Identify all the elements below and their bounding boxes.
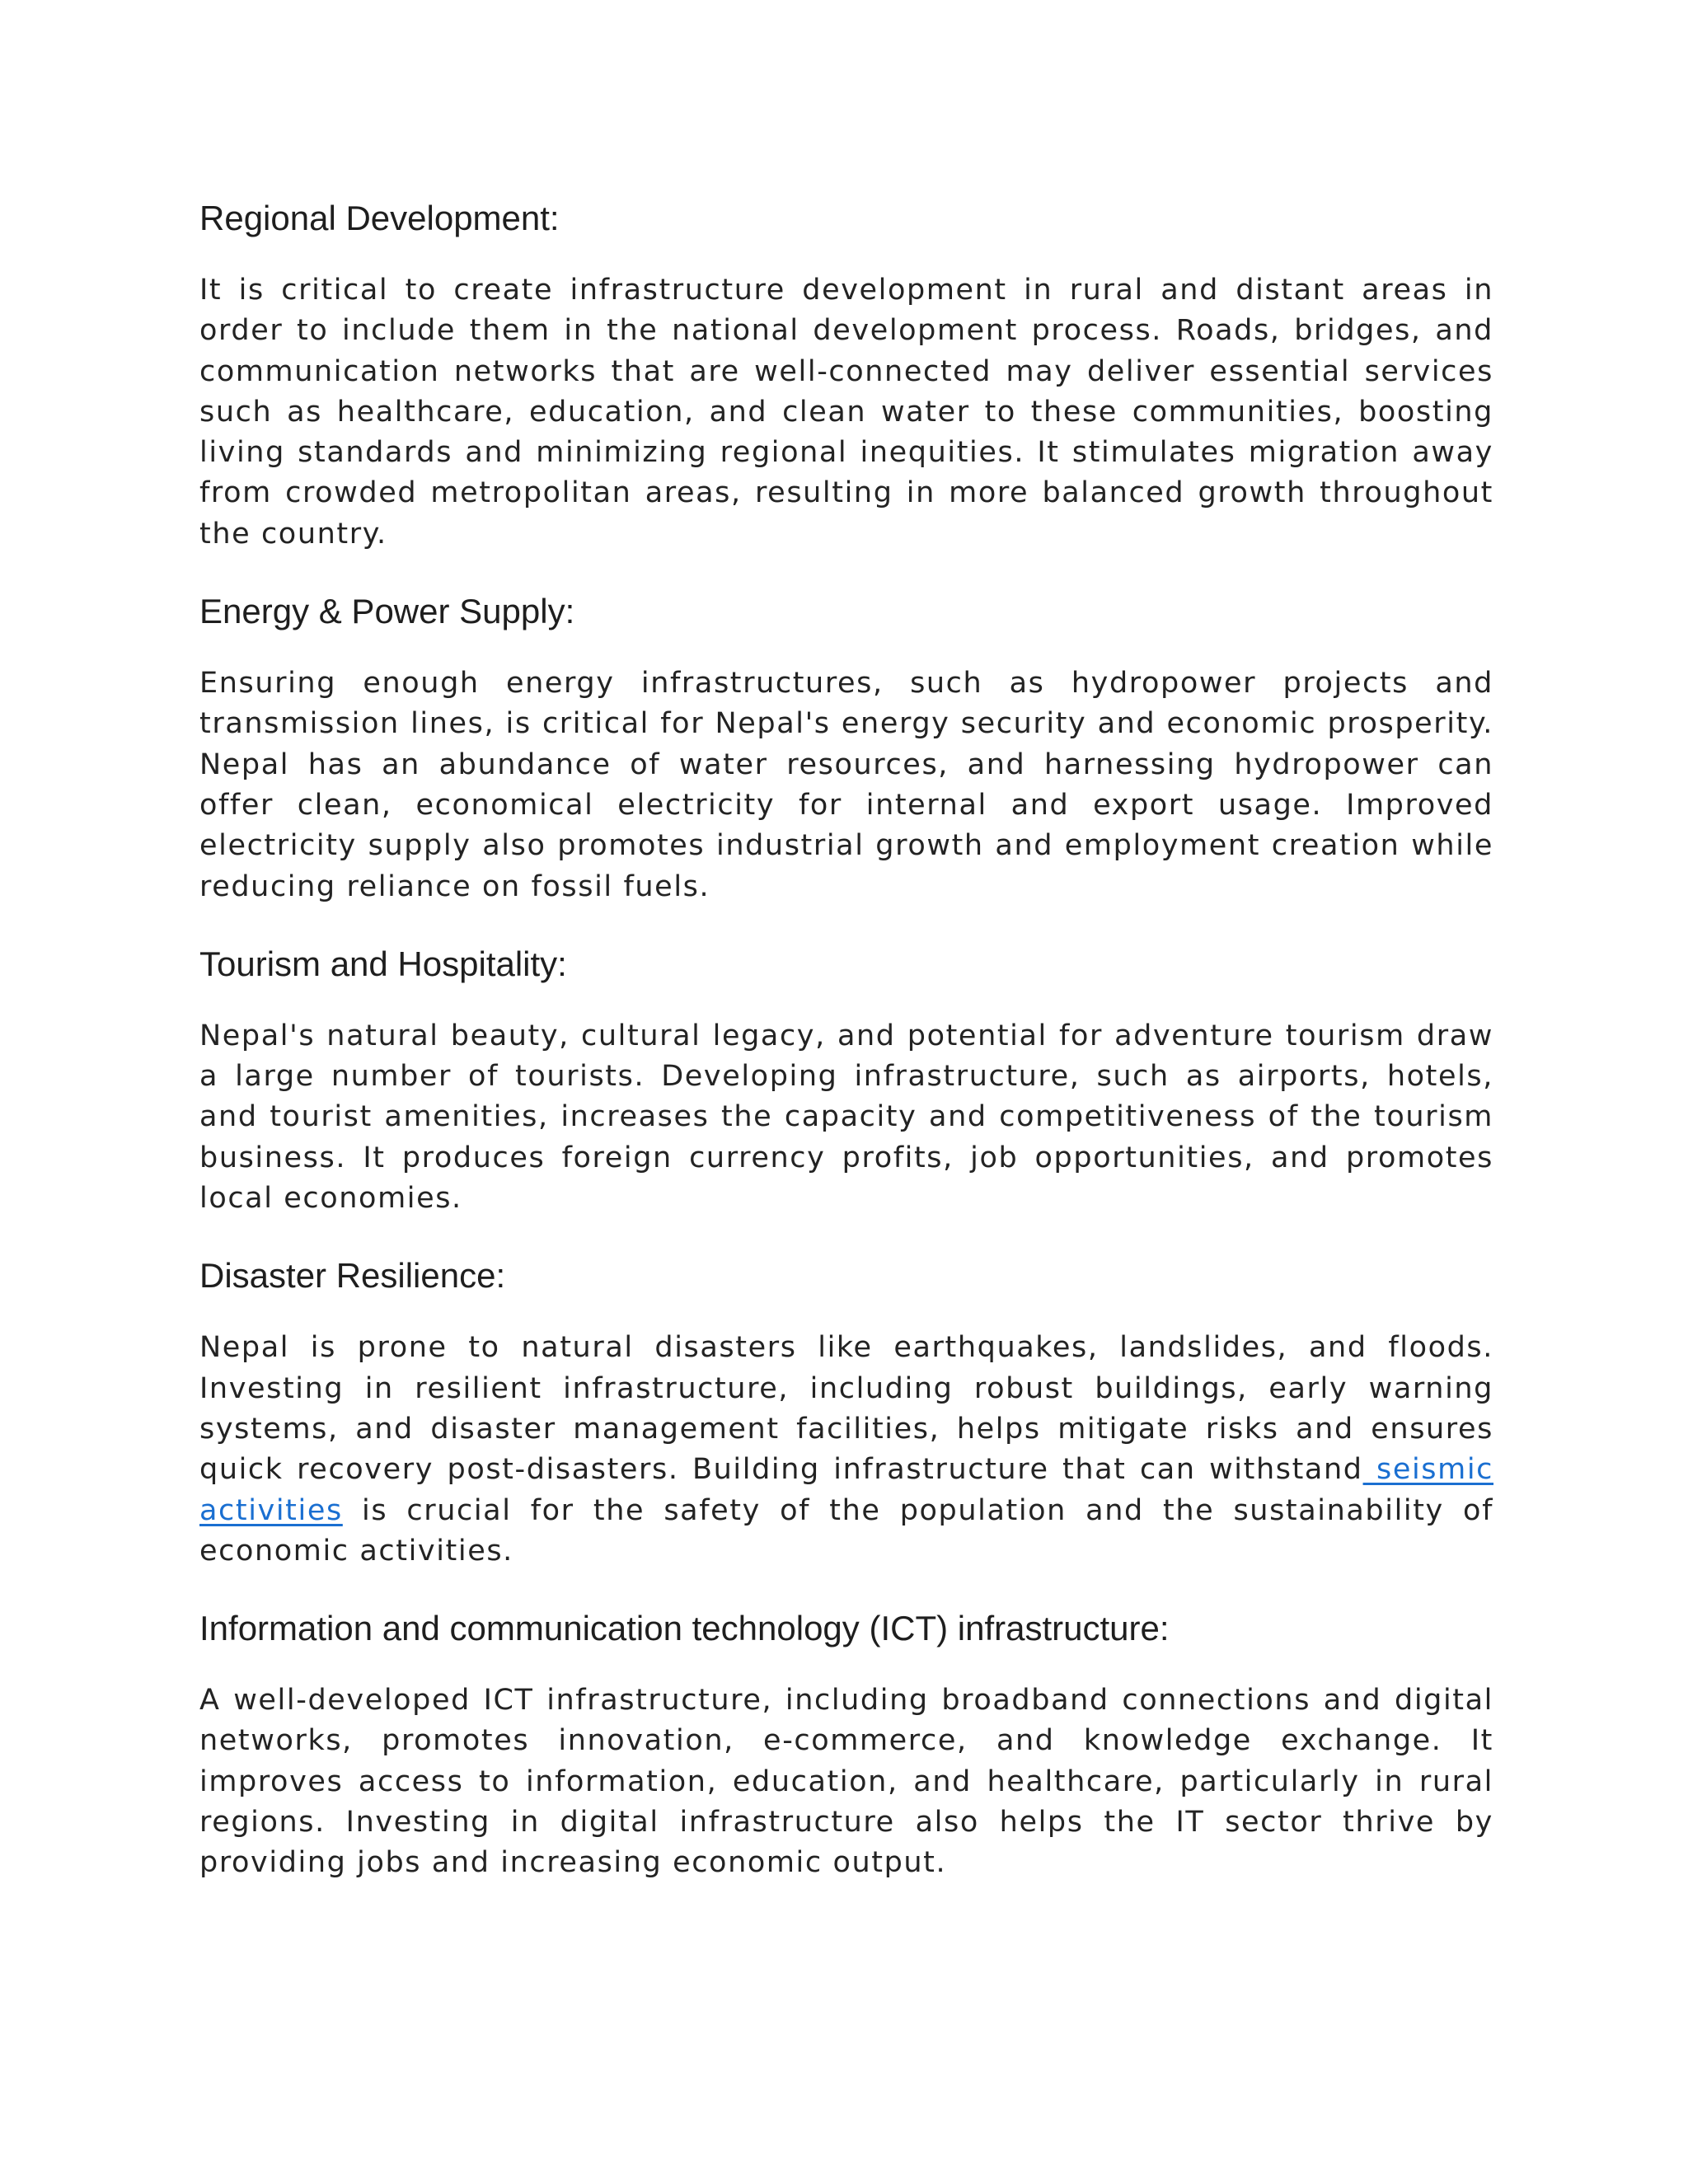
section-disaster-resilience: [199, 1252, 1493, 1572]
section-paragraph: [199, 1328, 1493, 1572]
section-tourism-hospitality: [199, 940, 1493, 1219]
section-paragraph: It is critical to create infrastructure development in rural and distant areas in order to include them in the national development process. Roads, bridges, and communication networks that are well-connected may deliver essential services such as healthcare, education, and clean water to these communities, boosting living standards and minimizing regional inequities. It stimulates migration away from crowded metropolitan areas, resulting in more balanced growth throughout the country.: [199, 274, 1493, 551]
section-paragraph: A well-developed ICT infrastructure, including broadband connections and digital networks, promotes innovation, e-commerce, and knowledge exchange. It improves access to information, education, and healthcare, particularly in rural regions. Investing in digital infrastructure also helps the IT sector thrive by providing jobs and increasing economic output.: [199, 1684, 1493, 1880]
document-page: [199, 194, 1493, 1917]
section-heading: Tourism and Hospitality:: [199, 944, 567, 983]
section-heading: Regional Development:: [199, 199, 560, 237]
section-heading: Disaster Resilience:: [199, 1256, 506, 1296]
section-paragraph: Ensuring enough energy infrastructures, such as hydropower projects and transmission lines, is critical for Nepal's energy security and economic prosperity. Nepal has an abundance of water resources, and harnessing hydropower can offer clean, economical electricity for internal and export usage. Improved electricity supply also promotes industrial growth and employment creation while reducing reliance on fossil fuels.: [199, 667, 1493, 903]
section-regional-development: [199, 194, 1493, 555]
section-paragraph: Nepal's natural beauty, cultural legacy, and potential for adventure tourism draw a large number of tourists. Developing infrastructure, such as airports, hotels, and tourist amenities, increases the capacity and competitiveness of the tourism business. It produces foreign currency profits, job opportunities, and promotes local economies.: [199, 1019, 1493, 1216]
seismic-activities-link[interactable]: seismic activities: [199, 1453, 1493, 1527]
section-heading: Energy & Power Supply:: [199, 592, 575, 631]
paragraph-text-after-link: is crucial for the safety of the population and the sustainability of economic activities.: [199, 1493, 1493, 1568]
section-ict-infrastructure: [199, 1605, 1493, 1883]
section-energy-power-supply: [199, 588, 1493, 907]
section-heading: Information and communication technology (ICT) infrastructure:: [199, 1609, 1170, 1648]
paragraph-text-before-link: Nepal is prone to natural disasters like earthquakes, landslides, and floods. Investing in resilient infrastructure, including robust buildings, early warning systems, and disaster management facilities, helps mitigate risks and ensures quick recovery post-disasters. Building infrastructure that can withstand: [199, 1331, 1493, 1487]
